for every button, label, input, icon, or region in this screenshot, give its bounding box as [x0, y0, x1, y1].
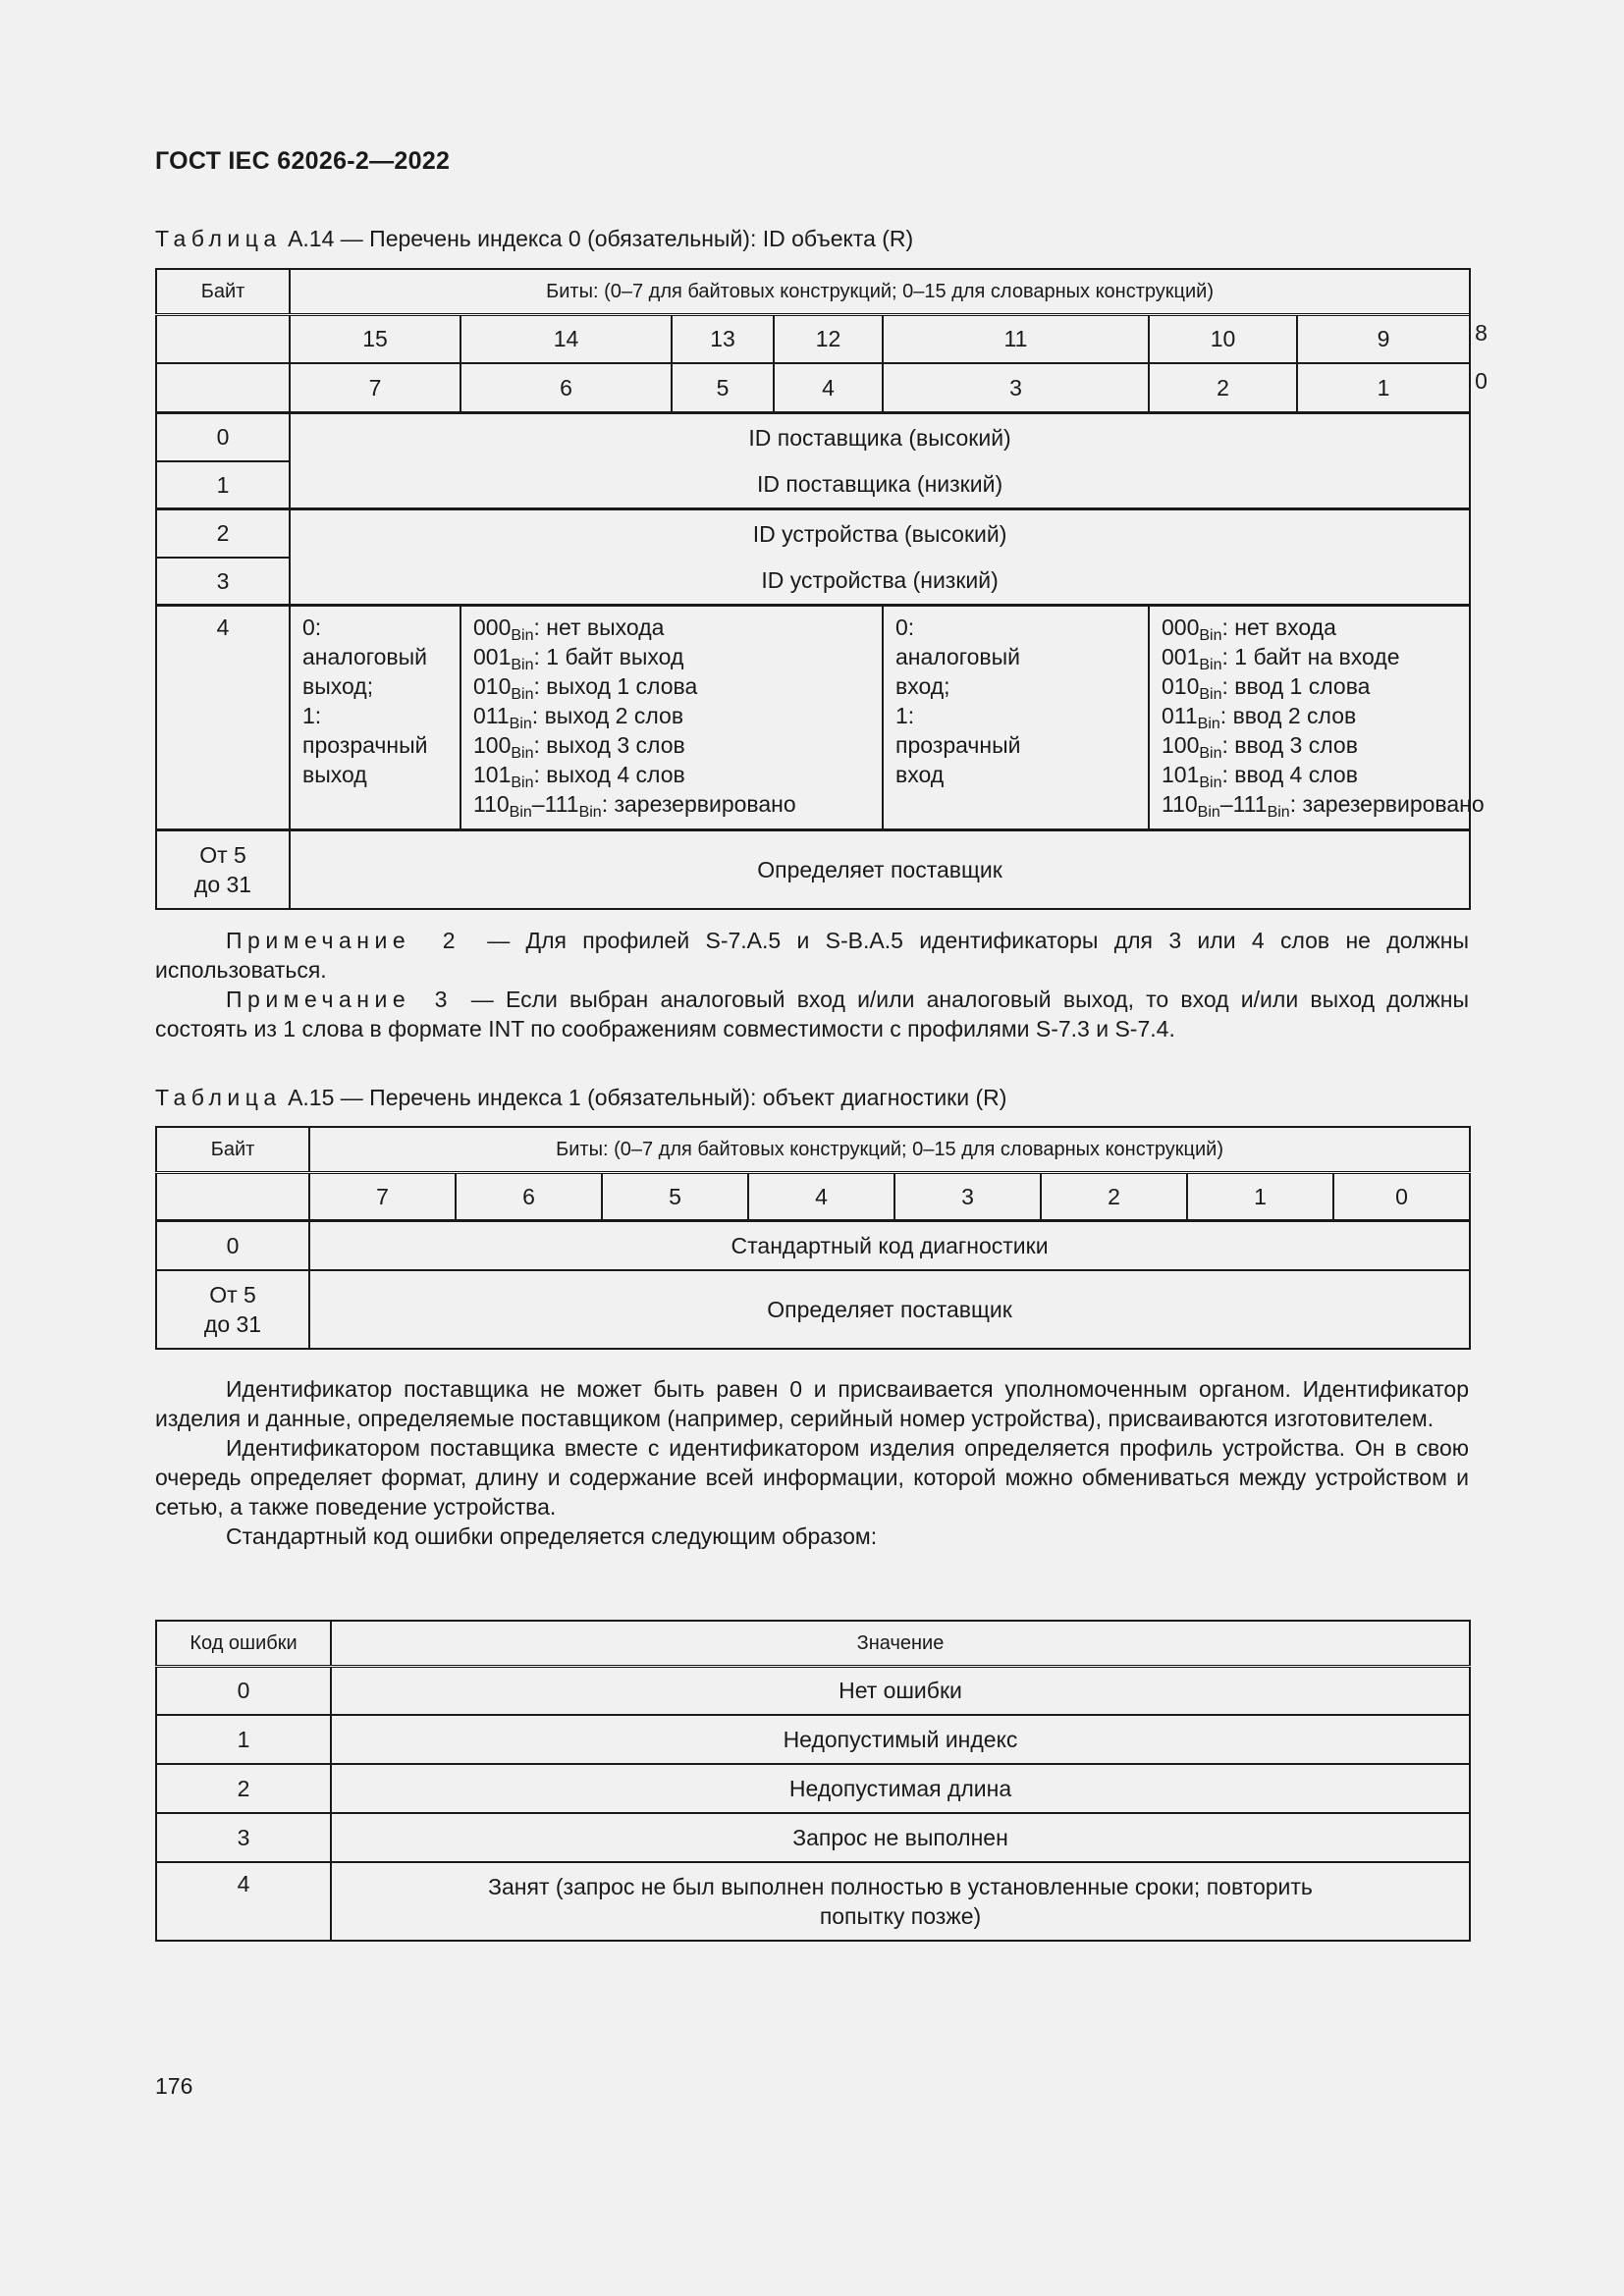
- bit-cell: 3: [883, 363, 1149, 413]
- table-a14: Байт Биты: (0–7 для байтовых конструкций; 0–15 для словарных конструкций) 15 14 13 12 11 10 9 8 7 6 5 4 3 2 1 0 0 ID поставщика (высокий) 1 ID поставщика (низкий) 2 ID устройства (высокий) 3 ID устройства (низкий) 4 0: аналоговый выход; 1: прозрачный выход $000_{Bin}$: нет выхода $001_{Bin}$: 1 байт выход $010_{Bin}$: выход 1 слова $011_{Bin}$: выход 2 слов $100_{Bin}$: выход 3 слов $101_{Bin}$: выход 4 слов $110_{Bin}-111_{Bin}$: зарезервировано 0: аналоговый вход; 1: прозрачный вход $000_{Bin}$: нет входа $001_{Bin}$: 1 байт на входе $010_{Bin}$: ввод 1 слова $011_{Bin}$: ввод 2 слов $100_{Bin}$: ввод 3 слов $101_{Bin}$: ввод 4 слов $110_{Bin}-111_{Bin}$: зарезервировано От 5 до 31 Определяет поставщик: [155, 268, 1471, 910]
- paragraph: Стандартный код ошибки определяется следующим образом:: [226, 1523, 878, 1549]
- bit-cell: 4: [748, 1173, 894, 1221]
- bit-cell: 5: [672, 363, 774, 413]
- col-bits-header: Биты: (0–7 для байтовых конструкций; 0–15 для словарных конструкций): [309, 1127, 1470, 1173]
- caption-text: А.15 — Перечень индекса 1 (обязательный): объект диагностики (R): [288, 1085, 1007, 1110]
- byte-cell: 0: [156, 1221, 309, 1270]
- bit-cell: 3: [894, 1173, 1041, 1221]
- bit-cell: 14: [460, 315, 672, 363]
- col-byte-header: Байт: [156, 1127, 309, 1173]
- notes: [155, 926, 1469, 1043]
- empty-cell: [156, 1173, 309, 1221]
- error-code-table: [155, 1620, 1471, 1942]
- code-line: $000_{Bin}$: нет выхода: [473, 614, 665, 644]
- bit-cell: 2: [1149, 363, 1297, 413]
- code-line: $101_{Bin}$: выход 4 слов: [473, 762, 685, 791]
- error-value: Нет ошибки: [331, 1667, 1470, 1715]
- row-text: ID поставщика (высокий): [290, 413, 1470, 461]
- analog-input-type: 0: аналоговый вход; 1: прозрачный вход: [883, 606, 1149, 830]
- bit-cell: 7: [290, 363, 460, 413]
- empty-cell: [156, 315, 290, 363]
- bit-cell: 6: [456, 1173, 602, 1221]
- bit-cell: 1: [1187, 1173, 1333, 1221]
- bit-cell: 1: [1297, 363, 1470, 413]
- row-text: ID устройства (высокий): [290, 509, 1470, 558]
- code-line: $100_{Bin}$: выход 3 слов: [473, 732, 685, 762]
- bit-cell: 0: [1333, 1173, 1470, 1221]
- error-value: Занят (запрос не был выполнен полностью в установленные сроки; повторить попытку позже): [331, 1862, 1470, 1941]
- error-value: Недопустимая длина: [331, 1764, 1470, 1813]
- col-bits-header: Биты: (0–7 для байтовых конструкций; 0–15 для словарных конструкций): [290, 269, 1470, 315]
- page-number: 176: [155, 2073, 193, 2099]
- error-code: 3: [156, 1813, 331, 1862]
- table-a15: [155, 1126, 1471, 1350]
- code-line: $001_{Bin}$: 1 байт выход: [473, 644, 684, 673]
- error-code: 0: [156, 1667, 331, 1715]
- byte-cell: От 5 до 31: [156, 1270, 309, 1349]
- bit-cell: 12: [774, 315, 883, 363]
- byte-cell: 1: [156, 461, 290, 509]
- caption-label: Таблица: [155, 1085, 282, 1110]
- byte-cell: От 5 до 31: [156, 830, 290, 909]
- paragraph: Идентификатором поставщика вместе с идентификатором изделия определяется профиль устройства. Он в свою очередь определяет формат, длину и содержание всей информации, которой можно обмениваться между устройством и сетью, а также поведение устройства.: [155, 1435, 1469, 1520]
- code-line: $010_{Bin}$: ввод 1 слова: [1162, 673, 1371, 703]
- code-line: $110_{Bin}-111_{Bin}$: зарезервировано: [1162, 791, 1485, 821]
- code-line: $000_{Bin}$: нет входа: [1162, 614, 1336, 644]
- output-codes: [460, 606, 883, 830]
- bit-cell: 5: [602, 1173, 748, 1221]
- note-2: Примечание 2 — Для профилей S-7.A.5 и S-B.A.5 идентификаторы для 3 или 4 слов не должны использоваться.: [155, 928, 1470, 983]
- bit-cell: 2: [1041, 1173, 1187, 1221]
- row-text: ID поставщика (низкий): [290, 461, 1470, 509]
- row-text: Стандартный код диагностики: [309, 1221, 1470, 1270]
- bit-cell: 11: [883, 315, 1149, 363]
- code-line: $011_{Bin}$: ввод 2 слов: [1162, 703, 1357, 732]
- table-a14-caption: [155, 226, 913, 252]
- bit-cell: 10: [1149, 315, 1297, 363]
- byte-cell: 0: [156, 413, 290, 461]
- error-code: 1: [156, 1715, 331, 1764]
- error-code: 4: [156, 1862, 331, 1941]
- row-text: Определяет поставщик: [290, 830, 1470, 909]
- bit-cell: 4: [774, 363, 883, 413]
- bit-cell: 7: [309, 1173, 456, 1221]
- table-a15-caption: [155, 1085, 1006, 1111]
- document-header: ГОСТ IEC 62026-2—2022: [155, 147, 451, 175]
- bit-cell: 15: [290, 315, 460, 363]
- paragraph: Идентификатор поставщика не может быть равен 0 и присваивается уполномоченным органом. Идентификатор изделия и данные, определяемые поставщиком (например, серийный номер устройства), присваиваются изготовителем.: [155, 1376, 1469, 1431]
- code-line: $110_{Bin}-111_{Bin}$: зарезервировано: [473, 791, 796, 821]
- error-value: Недопустимый индекс: [331, 1715, 1470, 1764]
- error-value: Запрос не выполнен: [331, 1813, 1470, 1862]
- note-3: Примечание 3 — Если выбран аналоговый вход и/или аналоговый выход, то вход и/или выход должны состоять из 1 слова в формате INT по соображениям совместимости с профилями S-7.3 и S-7.4.: [155, 987, 1470, 1041]
- analog-output-type: 0: аналоговый выход; 1: прозрачный выход: [290, 606, 460, 830]
- code-line: $001_{Bin}$: 1 байт на входе: [1162, 644, 1400, 673]
- col-byte-header: Байт: [156, 269, 290, 315]
- row-text: Определяет поставщик: [309, 1270, 1470, 1349]
- code-line: $010_{Bin}$: выход 1 слова: [473, 673, 698, 703]
- empty-cell: [156, 363, 290, 413]
- bit-cell: 13: [672, 315, 774, 363]
- code-line: $011_{Bin}$: выход 2 слов: [473, 703, 684, 732]
- col-code-header: Код ошибки: [156, 1621, 331, 1667]
- caption-label: Таблица: [155, 226, 282, 251]
- row-text: ID устройства (низкий): [290, 558, 1470, 606]
- bit-cell: 6: [460, 363, 672, 413]
- input-codes: [1149, 606, 1485, 830]
- byte-cell: 2: [156, 509, 290, 558]
- bit-cell: 9: [1297, 315, 1470, 363]
- caption-text: А.14 — Перечень индекса 0 (обязательный): ID объекта (R): [288, 226, 914, 251]
- code-line: $101_{Bin}$: ввод 4 слов: [1162, 762, 1358, 791]
- byte-cell: 4: [156, 606, 290, 830]
- byte-cell: 3: [156, 558, 290, 606]
- error-code: 2: [156, 1764, 331, 1813]
- col-value-header: Значение: [331, 1621, 1470, 1667]
- code-line: $100_{Bin}$: ввод 3 слов: [1162, 732, 1358, 762]
- body-text: [155, 1374, 1469, 1551]
